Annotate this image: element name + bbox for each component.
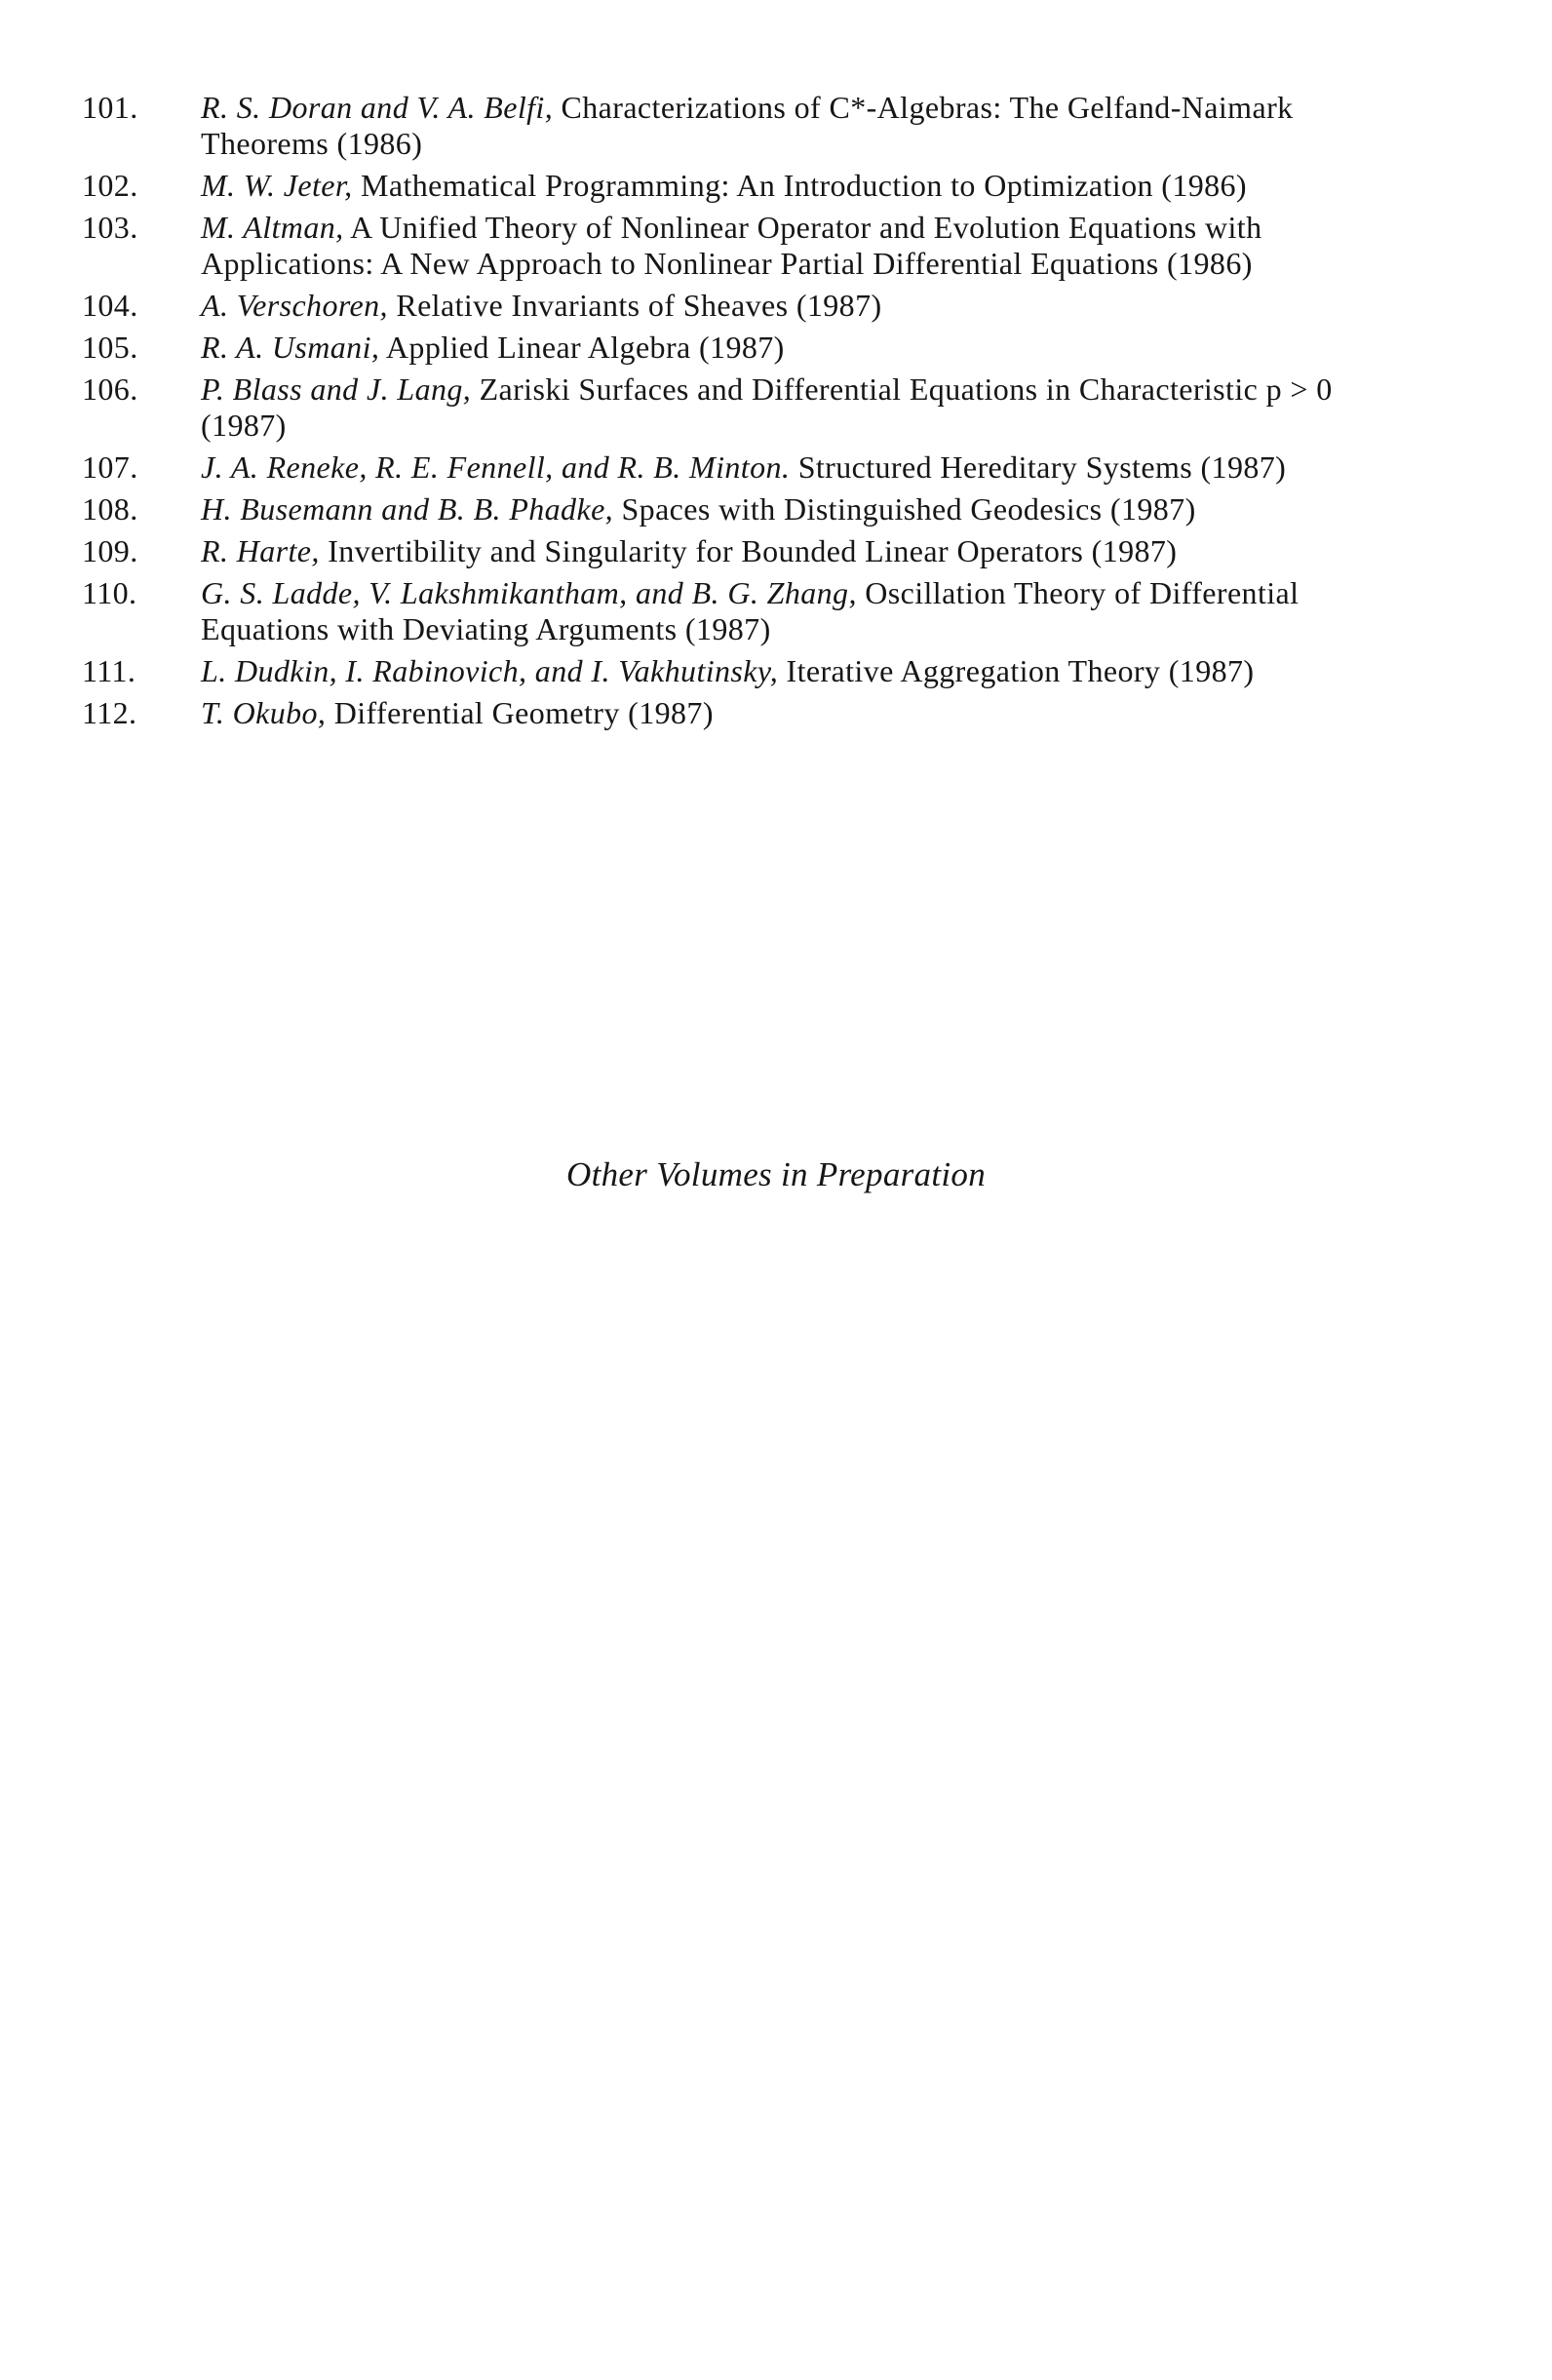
volume-title: Oscillation Theory of Differential Equations with Deviating Arguments (1987): [201, 575, 1300, 646]
volume-entry-112: [82, 695, 1378, 731]
volume-title: Applied Linear Algebra (1987): [379, 330, 785, 365]
volume-authors: A. Verschoren,: [201, 288, 388, 323]
volume-number: 109.: [82, 533, 138, 568]
volume-title: Structured Hereditary Systems (1987): [790, 449, 1287, 485]
volume-title: Differential Geometry (1987): [326, 695, 714, 730]
volume-authors: G. S. Ladde, V. Lakshmikantham, and B. G. Zhang,: [201, 575, 857, 610]
volume-entry-108: [82, 491, 1378, 527]
series-volume-list: [82, 90, 1378, 737]
volume-authors: R. Harte,: [201, 533, 320, 568]
volume-authors: R. S. Doran and V. A. Belfi,: [201, 90, 554, 125]
volume-authors: M. W. Jeter,: [201, 168, 353, 203]
other-volumes-note: Other Volumes in Preparation: [566, 1155, 986, 1193]
volume-citation: [201, 210, 1378, 282]
volume-number: 104.: [82, 288, 138, 323]
volume-title: Invertibility and Singularity for Bounded Linear Operators (1987): [319, 533, 1178, 568]
volume-entry-106: [82, 371, 1378, 444]
volume-citation: [201, 533, 1378, 569]
volume-citation: [201, 491, 1378, 527]
volume-number: 106.: [82, 371, 138, 407]
volume-authors: L. Dudkin, I. Rabinovich, and I. Vakhutinsky,: [201, 653, 779, 688]
volume-entry-101: [82, 90, 1378, 162]
volume-entry-107: [82, 449, 1378, 486]
volume-title: Spaces with Distinguished Geodesics (1987): [613, 491, 1196, 527]
volume-citation: [201, 575, 1378, 647]
volume-authors: T. Okubo,: [201, 695, 327, 730]
volume-authors: M. Altman,: [201, 210, 344, 245]
volume-title: A Unified Theory of Nonlinear Operator and Evolution Equations with Applications: A New Approach to Nonlinear Partial Differential Equations (1986): [201, 210, 1262, 281]
volume-entry-109: [82, 533, 1378, 569]
volume-title: Zariski Surfaces and Differential Equations in Characteristic p > 0 (1987): [201, 371, 1333, 443]
volume-entry-105: [82, 330, 1378, 366]
volume-entry-110: [82, 575, 1378, 647]
volume-citation: [201, 695, 1378, 731]
volume-authors: R. A. Usmani,: [201, 330, 380, 365]
volume-entry-102: [82, 168, 1378, 204]
volume-title: Characterizations of C*-Algebras: The Gelfand-Naimark Theorems (1986): [201, 90, 1294, 161]
volume-number: 107.: [82, 449, 138, 485]
volume-citation: [201, 288, 1378, 324]
volume-citation: [201, 330, 1378, 366]
volume-title: Iterative Aggregation Theory (1987): [778, 653, 1255, 688]
volume-number: 101.: [82, 90, 138, 125]
volume-entry-104: [82, 288, 1378, 324]
volume-number: 111.: [82, 653, 136, 688]
volume-citation: [201, 371, 1378, 444]
volume-citation: [201, 90, 1378, 162]
volume-entry-103: [82, 210, 1378, 282]
volume-citation: [201, 653, 1378, 689]
volume-authors: J. A. Reneke, R. E. Fennell, and R. B. Minton.: [201, 449, 791, 485]
volume-citation: [201, 449, 1378, 486]
volume-citation: [201, 168, 1378, 204]
volume-number: 103.: [82, 210, 138, 245]
volume-number: 105.: [82, 330, 138, 365]
volume-number: 112.: [82, 695, 137, 730]
volume-authors: P. Blass and J. Lang,: [201, 371, 472, 407]
volume-title: Relative Invariants of Sheaves (1987): [387, 288, 882, 323]
volume-authors: H. Busemann and B. B. Phadke,: [201, 491, 614, 527]
volume-number: 110.: [82, 575, 137, 610]
volume-number: 108.: [82, 491, 138, 527]
volume-number: 102.: [82, 168, 138, 203]
volume-title: Mathematical Programming: An Introduction to Optimization (1986): [352, 168, 1247, 203]
volume-entry-111: [82, 653, 1378, 689]
